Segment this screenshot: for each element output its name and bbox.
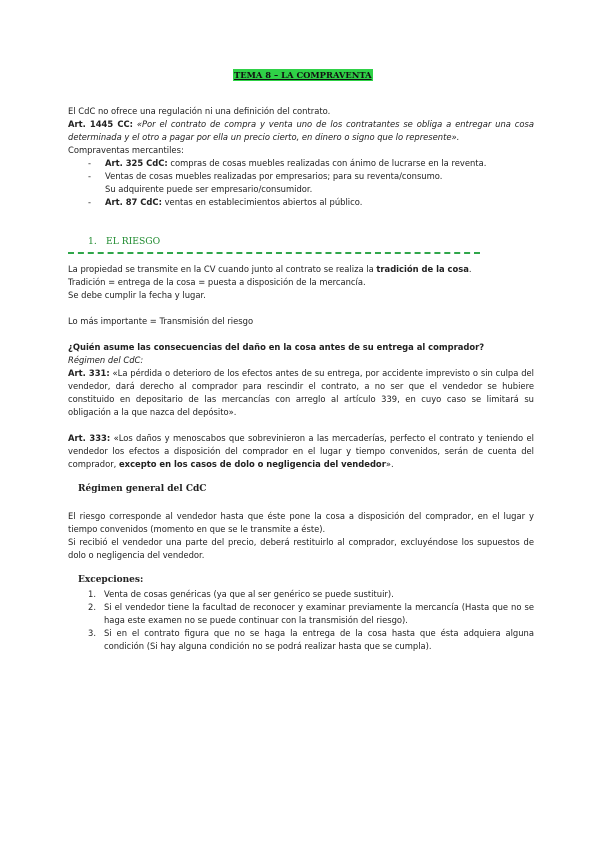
paragraph: dolo o negligencia del vendedor.: [68, 550, 205, 560]
art1445-label: Art. 1445 CC:: [68, 119, 133, 129]
question: ¿Quién asume las consecuencias del daño en la cosa antes de su entrega al comprador?: [68, 342, 485, 352]
art333-line: comprador, excepto en los casos de dolo o negligencia del vendedor».: [68, 459, 394, 469]
art331-line: Art. 331: «La pérdida o deterioro de los efectos antes de su entrega, por accidente imprevisto o sin culpa del: [68, 368, 534, 378]
paragraph: tiempo convenidos (momento en que se le transmite a éste).: [68, 524, 326, 534]
list-item: - Art. 325 CdC: compras de cosas muebles realizadas con ánimo de lucrarse en la reventa.: [88, 158, 487, 168]
subsection-heading: Régimen general del CdC: [78, 484, 207, 494]
art1445-line1: [68, 118, 534, 131]
list-item-continuation: haga este examen no se puede continuar con la transmisión del riesgo).: [104, 615, 408, 625]
list-item: 1. Venta de cosas genéricas (ya que al ser genérico se puede sustituir).: [88, 589, 394, 599]
section-heading: 1. EL RIESGO: [88, 236, 161, 247]
paragraph: Se debe cumplir la fecha y lugar.: [68, 290, 206, 300]
art1445-line2: determinada y el otro a pagar por ella un precio cierto, en dinero o signo que lo represente».: [68, 132, 460, 142]
list-item: 3. Si en el contrato figura que no se haga la entrega de la cosa hasta que ésta adquiera alguna: [88, 628, 534, 638]
paragraph: Lo más importante = Transmisión del riesgo: [68, 316, 254, 326]
page-title: TEMA 8 – LA COMPRAVENTA: [234, 70, 372, 80]
list-item: - Ventas de cosas muebles realizadas por empresarios; para su reventa/consumo.: [88, 171, 443, 181]
art333-line: Art. 333: «Los daños y menoscabos que sobrevinieron a las mercaderías, perfecto el contrato y teniendo el: [68, 433, 534, 443]
art1445-quote: «Por el contrato de compra y venta uno de los contratantes se obliga a entregar una cosa: [132, 119, 534, 129]
list-item: 2. Si el vendedor tiene la facultad de reconocer y examinar previamente la mercancía (Hasta que no se: [88, 602, 534, 612]
paragraph: Tradición = entrega de la cosa = puesta a disposición de la mercancía.: [68, 277, 366, 287]
list-item: - Art. 87 CdC: ventas en establecimientos abiertos al público.: [88, 197, 363, 207]
list-item-continuation: condición (Si hay alguna condición no se podrá realizar hasta que se cumpla).: [104, 641, 432, 651]
section-divider: [68, 252, 480, 254]
regimen-label: Régimen del CdC:: [68, 355, 144, 365]
paragraph: Si recibió el vendedor una parte del precio, deberá restituirlo al comprador, excluyéndose los supuestos de: [68, 537, 534, 547]
art333-line: vendedor los efectos a disposición del comprador en el lugar y tiempo convenidos, serán de cuenta del: [68, 446, 534, 456]
list-item: Su adquirente puede ser empresario/consumidor.: [105, 184, 313, 194]
paragraph: El riesgo corresponde al vendedor hasta que éste pone la cosa a disposición del comprador, en el lugar y: [68, 511, 534, 521]
art331-line: obligación a la que nazca del depósito».: [68, 407, 237, 417]
excepciones-heading: Excepciones:: [78, 575, 144, 585]
intro-line: El CdC no ofrece una regulación ni una definición del contrato.: [68, 106, 331, 116]
mercantiles-heading: Compraventas mercantiles:: [68, 145, 184, 155]
paragraph: La propiedad se transmite en la CV cuando junto al contrato se realiza la tradición de la cosa.: [68, 264, 472, 274]
art331-line: vendedor, dará derecho al comprador para rescindir el contrato, a no ser que el vendedor se hubiere: [68, 381, 534, 391]
art331-line: constituido en depositario de las mercancías con arreglo al artículo 339, en cuyo caso se limitará su: [68, 394, 534, 404]
